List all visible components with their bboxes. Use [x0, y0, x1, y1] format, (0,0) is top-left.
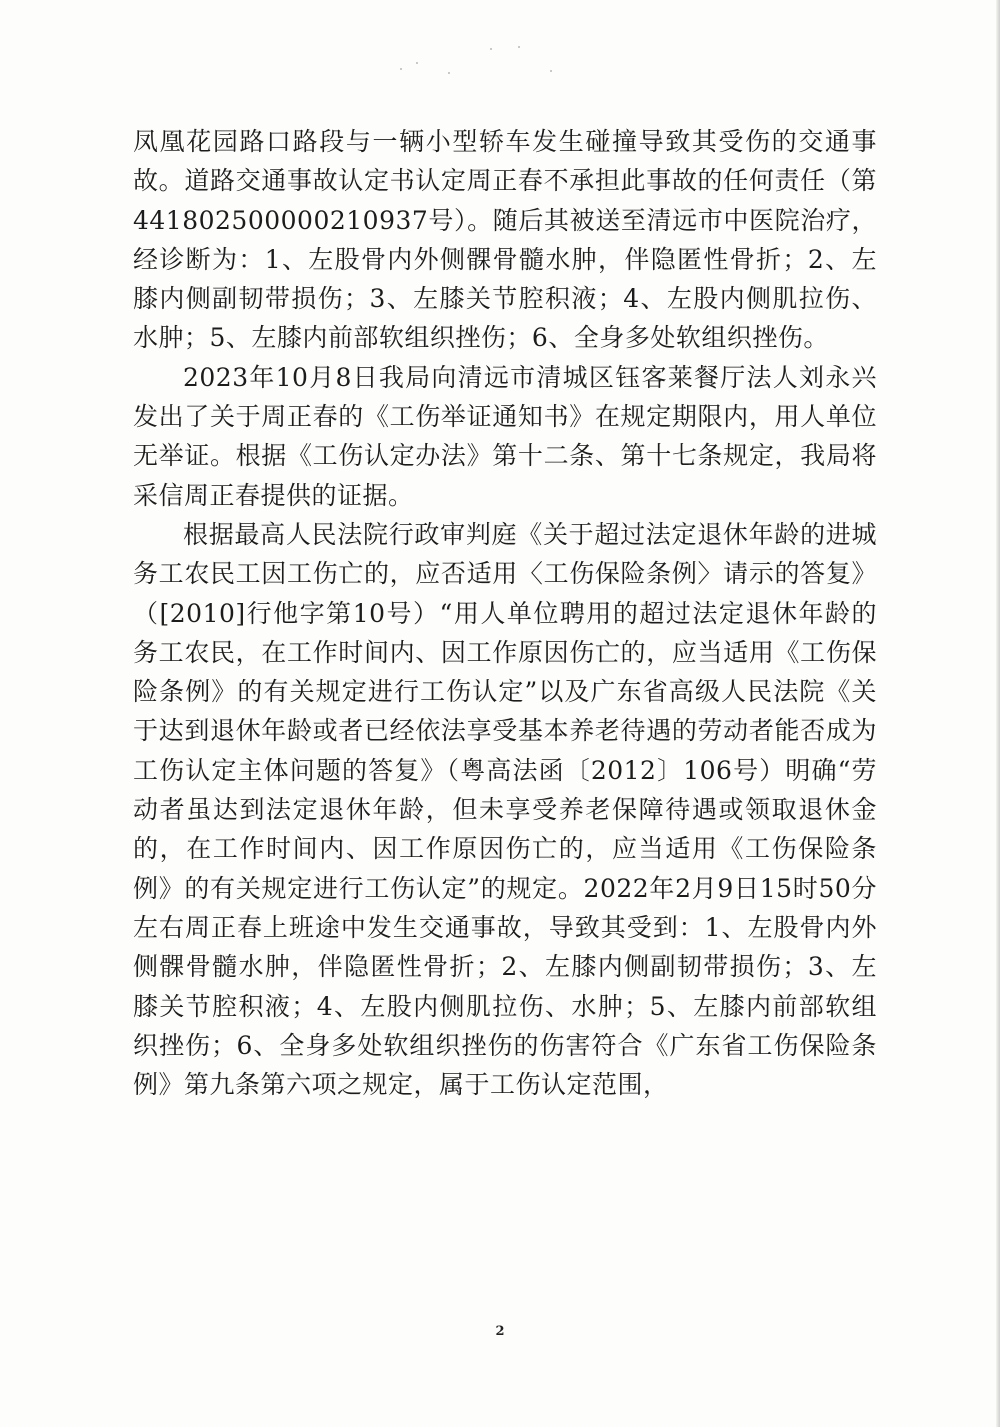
paragraph-accident-diagnosis: 凤凰花园路口路段与一辆小型轿车发生碰撞导致其受伤的交通事故。道路交通事故认定书认定周正春不承担此事故的任何责任（第441802500000210937号）。随后其被送至清远市中医院治疗，经诊断为：1、左股骨内外侧髁骨髓水肿，伴隐匿性骨折；2、左膝内侧副韧带损伤；3、左膝关节腔积液；4、左股内侧肌拉伤、水肿；5、左膝内前部软组织挫伤；6、全身多处软组织挫伤。 — [133, 127, 877, 353]
scan-speckles — [400, 38, 570, 78]
paragraph-legal-basis: 根据最高人民法院行政审判庭《关于超过法定退休年龄的进城务工农民工因工伤亡的，应否适用〈工伤保险条例〉请示的答复》（[2010]行他字第10号）“用人单位聘用的超过法定退休年龄的务工农民，在工作时间内、因工作原因伤亡的，应当适用《工伤保险条例》的有关规定进行工伤认定”以及广东省高级人民法院《关于达到退休年龄或者已经依法享受基本养老待遇的劳动者能否成为工伤认定主体问题的答复》（粤高法函〔2012〕106号）明确“劳动者虽达到法定退休年龄，但未享受养老保障待遇或领取退休金的，在工作时间内、因工作原因伤亡的，应当适用《工伤保险条例》的有关规定进行工伤认定”的规定。2022年2月9日15时50分左右周正春上班途中发生交通事故，导致其受到：1、左股骨内外侧髁骨髓水肿，伴隐匿性骨折；2、左膝内侧副韧带损伤；3、左膝关节腔积液；4、左股内侧肌拉伤、水肿；5、左膝内前部软组织挫伤；6、全身多处软组织挫伤的伤害符合《广东省工伤保险条例》第九条第六项之规定，属于工伤认定范围， — [133, 519, 877, 1100]
paragraph-evidence-notice: 2023年10月8日我局向清远市清城区钰客莱餐厅法人刘永兴发出了关于周正春的《工伤举证通知书》在规定期限内，用人单位无举证。根据《工伤认定办法》第十二条、第十七条规定，我局将采信周正春提供的证据。 — [133, 362, 877, 510]
scan-edge-shadow — [996, 0, 1000, 1427]
page-number: 2 — [495, 1324, 505, 1339]
body-text — [133, 122, 877, 1104]
